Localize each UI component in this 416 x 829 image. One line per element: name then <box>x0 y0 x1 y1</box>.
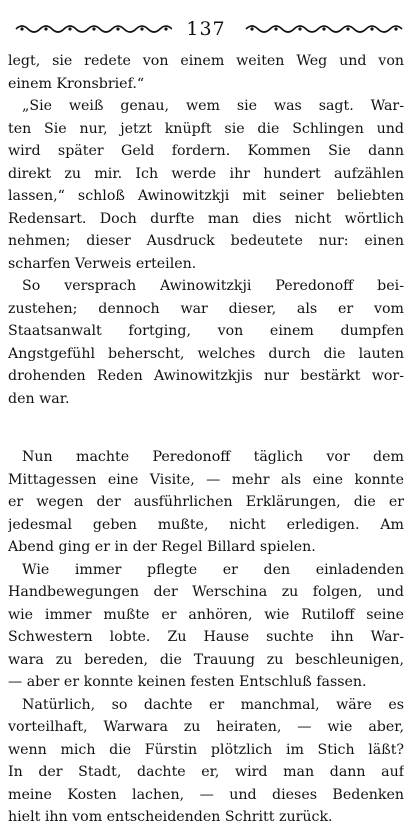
text-line: Nun machte Peredonoff täglich vor dem <box>22 449 404 465</box>
text-line: einem Kronsbrief.“ <box>8 75 145 92</box>
page-header <box>8 14 404 42</box>
text-line: jedesmal geben mußte, nicht erledigen. Am <box>8 516 404 533</box>
section-break <box>8 410 404 446</box>
text-line: Handbewegungen der Werschina zu folgen, und <box>8 584 404 600</box>
text-line: wird später Geld fordern. Kommen Sie dann <box>8 143 404 159</box>
text-line: vorteilhaft, Warwara zu heiraten, — wie aber, <box>8 719 404 735</box>
text-line: Angstgefühl beherscht, welches durch die lauten <box>8 345 404 362</box>
paragraph <box>8 559 404 694</box>
text-line: — aber er konnte keinen festen Entschluß fassen. <box>8 674 367 690</box>
text-line: meine Kosten lachen, — und dieses Bedenken <box>8 786 404 803</box>
text-line: nehmen; dieser Ausdruck bedeutete nur: einen <box>8 233 404 249</box>
paragraph <box>8 446 404 559</box>
text-line: Abend ging er in der Regel Billard spielen. <box>8 539 316 555</box>
paragraph <box>8 275 404 410</box>
text-line: Schwestern lobte. Zu Hause suchte ihn War- <box>8 629 404 645</box>
text-line: ten Sie nur, jetzt knüpft sie die Schlingen und <box>8 120 404 137</box>
text-line: zustehen; dennoch war dieser, als er vom <box>8 300 404 317</box>
text-line: drohenden Reden Awinowitzkjis nur bestärkt wor- <box>8 368 404 384</box>
paragraph <box>8 694 404 829</box>
text-line: Redensart. Doch durfte man dies nicht wörtlich <box>8 210 404 227</box>
text-line: legt, sie redete von einem weiten Weg und von <box>8 53 404 69</box>
paragraph <box>8 50 404 95</box>
text-line: Natürlich, so dachte er manchmal, wäre es <box>22 696 404 713</box>
body-text <box>8 50 404 829</box>
text-line: wie immer mußte er anhören, wie Rutiloff seine <box>8 606 404 623</box>
header-ornament-right-icon <box>244 24 404 34</box>
text-line: hielt ihn vom entscheidenden Schritt zurück. <box>8 809 333 825</box>
text-line: In der Stadt, dachte er, wird man dann auf <box>8 764 404 780</box>
text-line: „Sie weiß genau, wem sie was sagt. War- <box>22 98 404 114</box>
page-number: 137 <box>186 17 226 40</box>
text-line: Mittagessen eine Visite, — mehr als eine konnte <box>8 471 404 488</box>
text-line: Wie immer pflegte er den einladenden <box>22 561 404 578</box>
text-line: wara zu bereden, die Trauung zu beschleunigen, <box>8 651 404 668</box>
text-line: Staatsanwalt fortging, von einem dumpfen <box>8 323 404 339</box>
text-line: So versprach Awinowitzkji Peredonoff bei- <box>22 278 404 294</box>
text-line: scharfen Verweis erteilen. <box>8 255 197 272</box>
text-line: er wegen der ausführlichen Erklärungen, die er <box>8 494 404 510</box>
text-line: den war. <box>8 390 70 407</box>
paragraph <box>8 95 404 275</box>
header-ornament-left-icon <box>14 24 172 34</box>
text-line: direkt zu mir. Ich werde ihr hundert aufzählen <box>8 165 404 182</box>
text-line: wenn mich die Fürstin plötzlich im Stich läßt? <box>8 741 404 758</box>
text-line: lassen,“ schloß Awinowitzkji mit seiner beliebten <box>8 188 404 204</box>
